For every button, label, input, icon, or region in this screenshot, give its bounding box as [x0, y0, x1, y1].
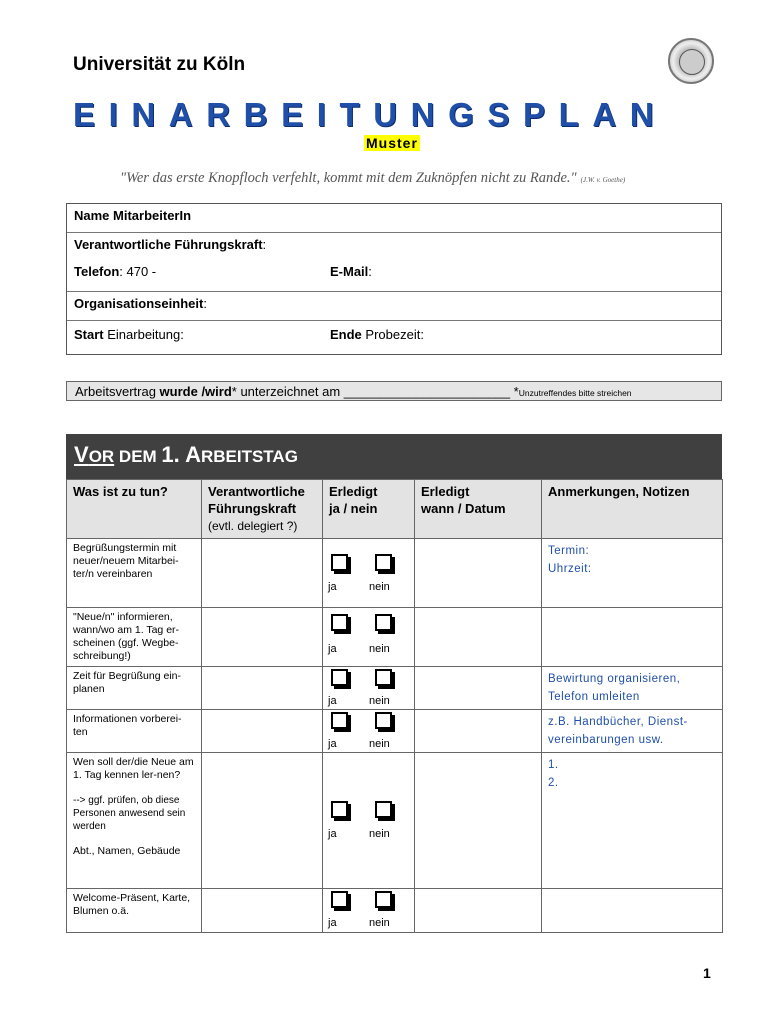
notes-cell[interactable] [542, 889, 723, 933]
done-cell [323, 667, 415, 710]
info-row-orgunit [67, 292, 721, 321]
quote-author: (J.W. v. Goethe) [580, 176, 626, 184]
col-header-task: Was ist zu tun? [67, 480, 202, 539]
no-label: nein [369, 695, 390, 707]
info-row-dates [67, 321, 721, 354]
no-label: nein [369, 581, 390, 593]
col-header-responsible: Verantwortliche Führungskraft (evtl. delegiert ?) [202, 480, 323, 539]
no-label: nein [369, 738, 390, 750]
contract-line: Arbeitsvertrag wurde /wird* unterzeichnet am _______________________ *Unzutreffendes bitte streichen [66, 381, 722, 401]
notes-cell[interactable]: z.B. Handbücher, Dienst- vereinbarungen usw. [542, 710, 723, 753]
responsible-cell[interactable] [202, 608, 323, 667]
no-label: nein [369, 643, 390, 655]
notes-cell[interactable]: Termin: Uhrzeit: [542, 539, 723, 608]
task-cell: Zeit für Begrüßung ein-planen [67, 667, 202, 710]
no-checkbox[interactable] [375, 801, 392, 818]
table-row [67, 608, 723, 667]
responsible-cell[interactable] [202, 889, 323, 933]
yes-checkbox[interactable] [331, 891, 348, 908]
yes-label: ja [328, 581, 337, 593]
employee-info-box [66, 203, 722, 355]
done-cell [323, 753, 415, 889]
university-seal-icon [668, 38, 714, 84]
manager-field: Verantwortliche Führungskraft: [74, 237, 267, 252]
yes-label: ja [328, 643, 337, 655]
muster-badge: Muster [366, 135, 418, 151]
phone-field: Telefon: 470 - [74, 264, 157, 279]
yes-checkbox[interactable] [331, 801, 348, 818]
table-row [67, 539, 723, 608]
responsible-cell[interactable] [202, 710, 323, 753]
info-row-name [67, 204, 721, 233]
notes-cell[interactable] [542, 608, 723, 667]
page-number: 1 [703, 965, 711, 981]
section-header-before-day-one: VOR DEM 1. ARBEITSTAG [66, 434, 722, 479]
task-cell: Wen soll der/die Neue am 1. Tag kennen ler-nen? --> ggf. prüfen, ob diese Personen anwesend sein werden Abt., Namen, Gebäude [67, 753, 202, 889]
page-title: EINARBEITUNGSPLAN [73, 96, 668, 133]
done-cell [323, 539, 415, 608]
no-checkbox[interactable] [375, 614, 392, 631]
info-row-manager [67, 233, 721, 292]
table-row [67, 710, 723, 753]
responsible-cell[interactable] [202, 539, 323, 608]
yes-checkbox[interactable] [331, 669, 348, 686]
name-label: Name MitarbeiterIn [74, 208, 192, 223]
when-cell[interactable] [415, 710, 542, 753]
task-cell: "Neue/n" informieren, wann/wo am 1. Tag er-scheinen (ggf. Wegbe-schreibung!) [67, 608, 202, 667]
start-field: Start Einarbeitung: [74, 327, 184, 342]
when-cell[interactable] [415, 667, 542, 710]
when-cell[interactable] [415, 889, 542, 933]
no-checkbox[interactable] [375, 669, 392, 686]
email-field: E-Mail: [330, 264, 372, 279]
yes-checkbox[interactable] [331, 614, 348, 631]
orgunit-field: Organisationseinheit: [74, 296, 207, 311]
table-row [67, 667, 723, 710]
yes-label: ja [328, 828, 337, 840]
task-cell: Informationen vorberei-ten [67, 710, 202, 753]
onboarding-table [66, 479, 723, 933]
table-row [67, 753, 723, 889]
no-checkbox[interactable] [375, 891, 392, 908]
end-field: Ende Probezeit: [330, 327, 424, 342]
yes-label: ja [328, 738, 337, 750]
yes-label: ja [328, 695, 337, 707]
task-cell: Welcome-Präsent, Karte, Blumen o.ä. [67, 889, 202, 933]
done-cell [323, 889, 415, 933]
university-name: Universität zu Köln [73, 54, 246, 75]
when-cell[interactable] [415, 753, 542, 889]
no-checkbox[interactable] [375, 712, 392, 729]
responsible-cell[interactable] [202, 667, 323, 710]
no-label: nein [369, 828, 390, 840]
quote-text: "Wer das erste Knopfloch verfehlt, kommt mit dem Zuknöpfen nicht zu Rande." [120, 170, 577, 186]
responsible-cell[interactable] [202, 753, 323, 889]
table-header-row [67, 480, 723, 539]
when-cell[interactable] [415, 539, 542, 608]
col-header-notes: Anmerkungen, Notizen [542, 480, 723, 539]
table-row [67, 889, 723, 933]
yes-label: ja [328, 917, 337, 929]
notes-cell[interactable]: Bewirtung organisieren, Telefon umleiten [542, 667, 723, 710]
col-header-done: Erledigt ja / nein [323, 480, 415, 539]
yes-checkbox[interactable] [331, 712, 348, 729]
yes-checkbox[interactable] [331, 554, 348, 571]
no-checkbox[interactable] [375, 554, 392, 571]
col-header-when: Erledigt wann / Datum [415, 480, 542, 539]
contract-footnote: Unzutreffendes bitte streichen [518, 388, 632, 398]
task-cell: Begrüßungstermin mit neuer/neuem Mitarbei-ter/n vereinbaren [67, 539, 202, 608]
when-cell[interactable] [415, 608, 542, 667]
done-cell [323, 710, 415, 753]
done-cell [323, 608, 415, 667]
notes-cell[interactable]: 1. 2. [542, 753, 723, 889]
goethe-quote [120, 170, 625, 187]
no-label: nein [369, 917, 390, 929]
